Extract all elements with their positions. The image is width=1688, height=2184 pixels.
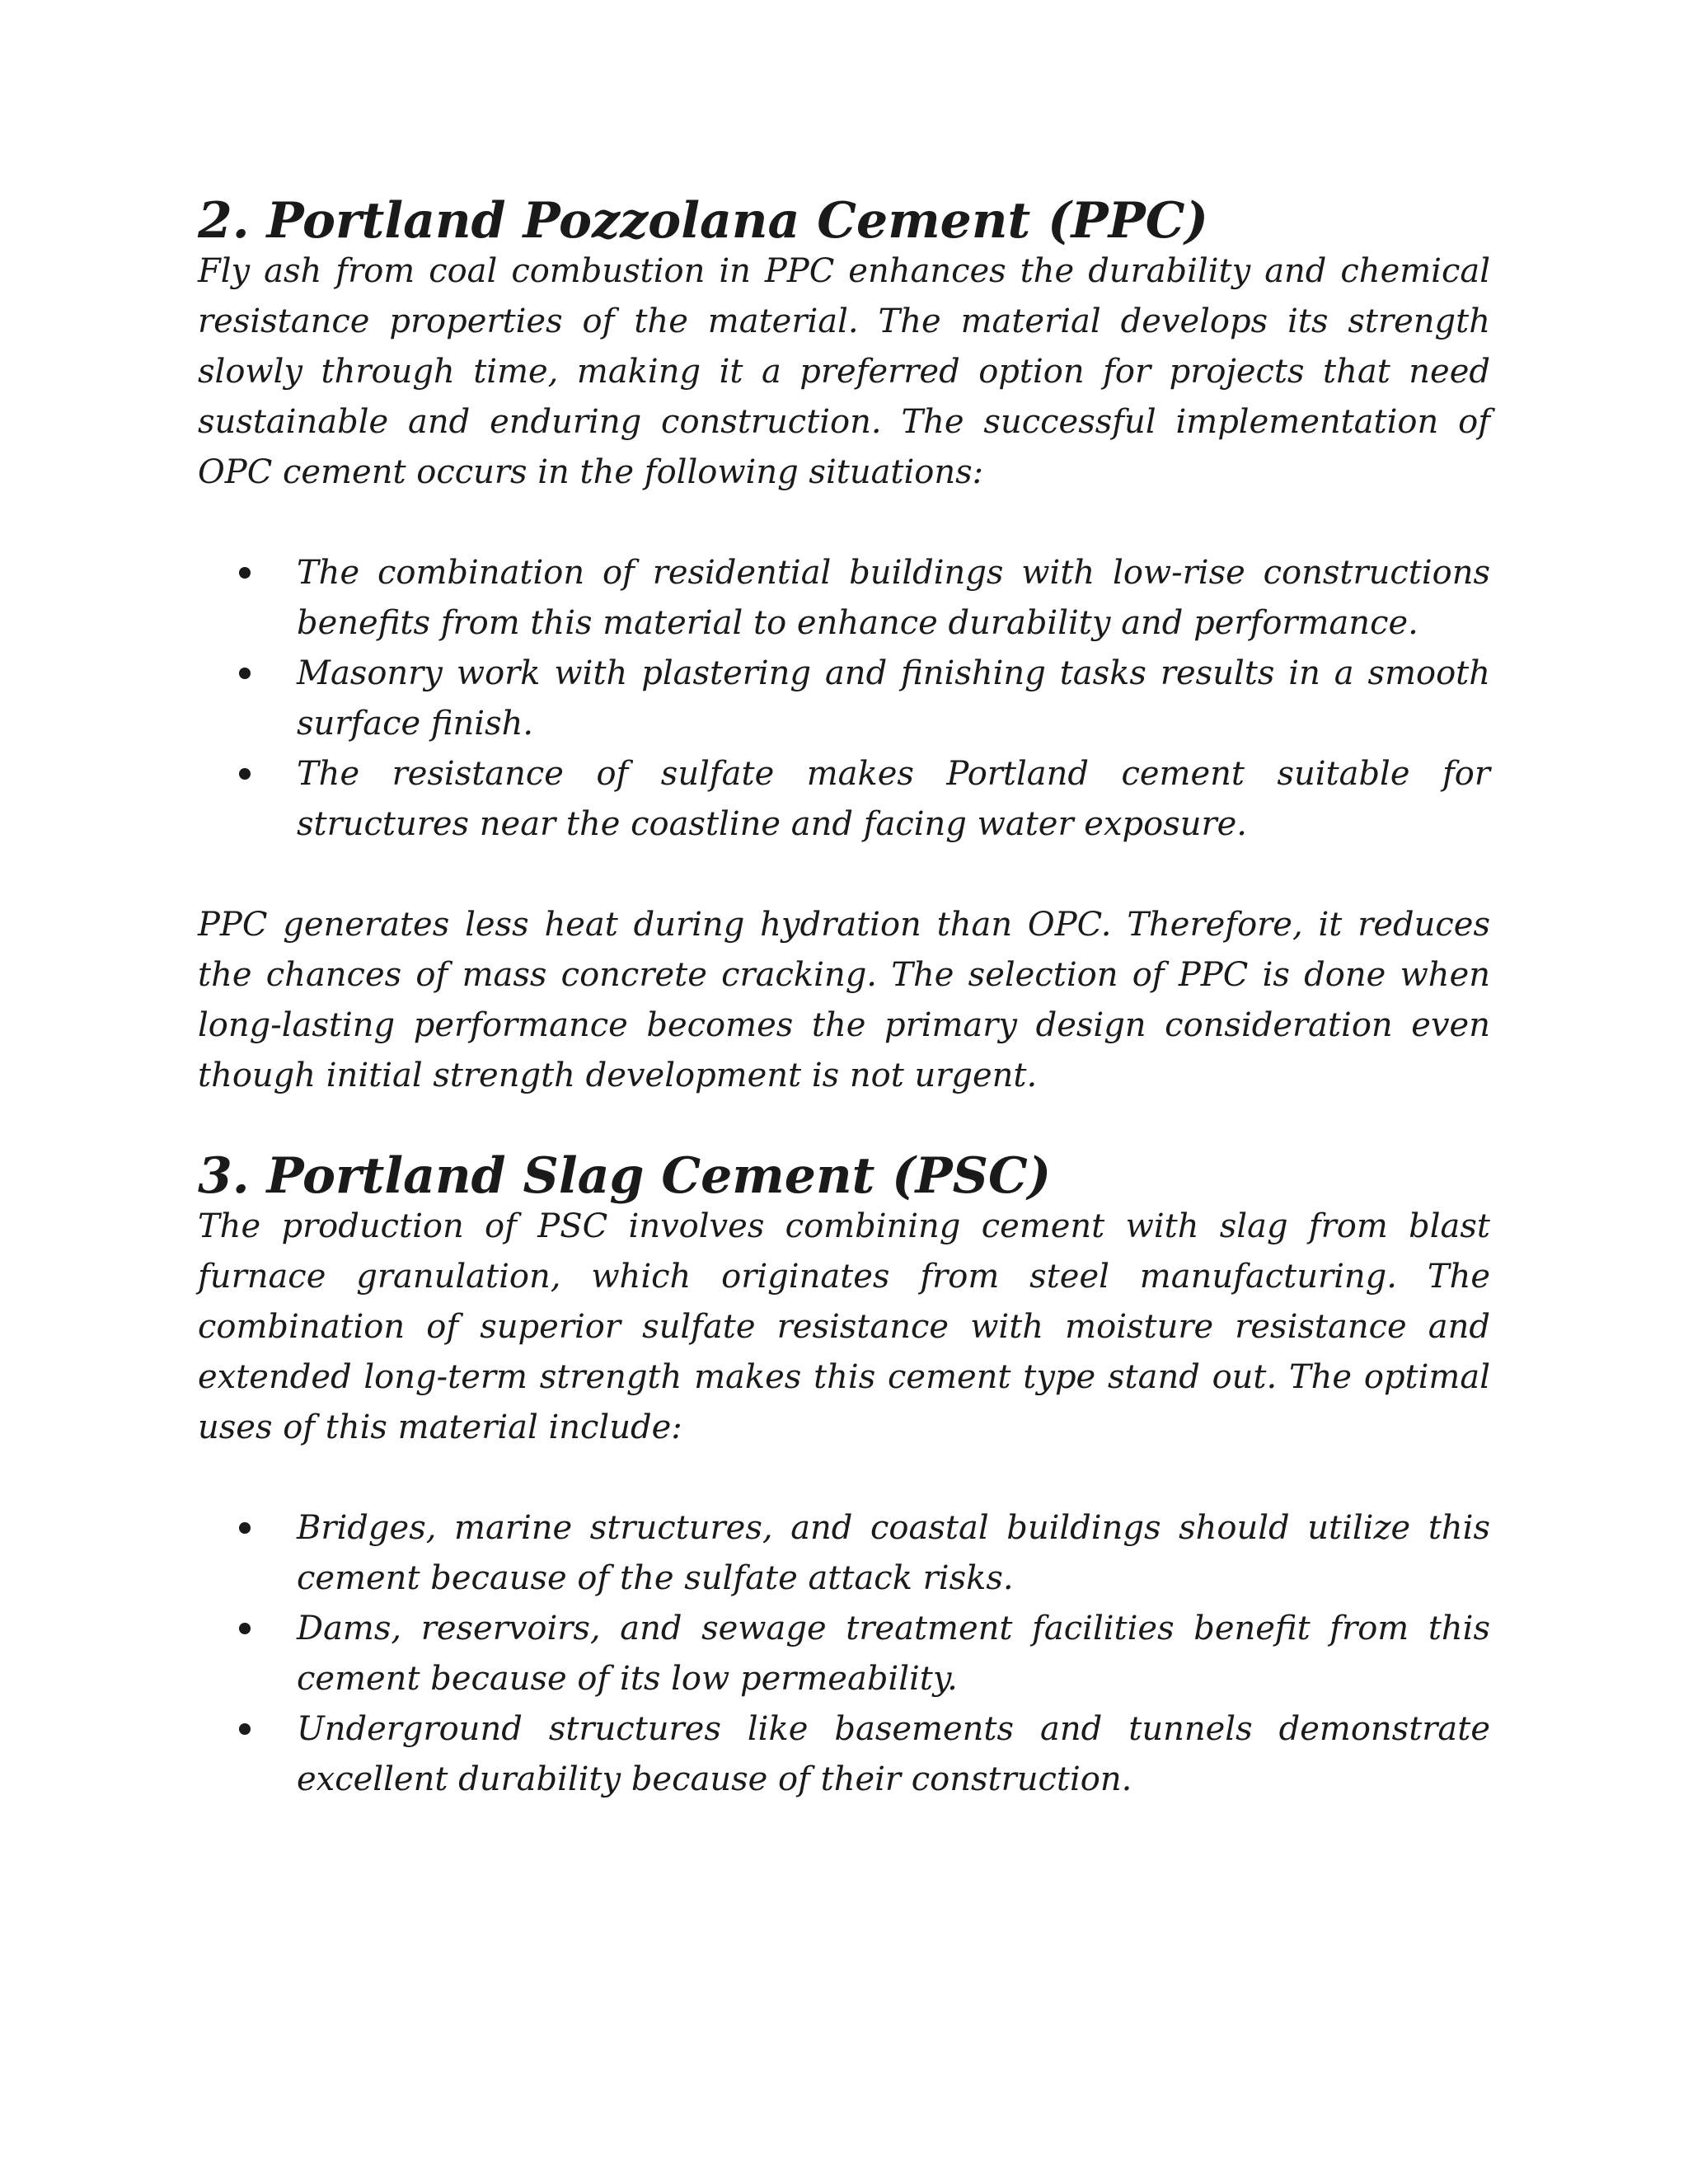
bullet-icon (239, 768, 251, 780)
document-page (198, 192, 1490, 1805)
list-item-text: The combination of residential buildings with low-rise constructions benefits from this material to enhance durability and performance. (297, 554, 1490, 642)
list-item (198, 548, 1490, 649)
bullet-icon (239, 1723, 251, 1735)
list-item-text: Dams, reservoirs, and sewage treatment facilities benefit from this cement because of its low permeability. (297, 1610, 1490, 1698)
bullet-list-psc (198, 1503, 1490, 1805)
section-intro-ppc: Fly ash from coal combustion in PPC enhances the durability and chemical resistance properties of the material. The material develops its strength slowly through time, making it a preferred option for projects that need sustainable and enduring construction. The successful implementation of OPC cement occurs in the following situations: (198, 252, 1490, 491)
spacer (198, 498, 1490, 548)
section-heading-psc: 3. Portland Slag Cement (PSC) (198, 1147, 1052, 1205)
section-heading-ppc: 2. Portland Pozzolana Cement (PPC) (198, 192, 1208, 250)
list-item-text: Bridges, marine structures, and coastal buildings should utilize this cement because of the sulfate attack risks. (297, 1509, 1490, 1597)
bullet-icon (239, 668, 251, 679)
list-item-text: Masonry work with plastering and finishing tasks results in a smooth surface finish. (297, 654, 1490, 743)
list-item-text: The resistance of sulfate makes Portland cement suitable for structures near the coastline and facing water exposure. (297, 755, 1490, 843)
section-intro-psc: The production of PSC involves combining cement with slag from blast furnace granulation, which originates from steel manufacturing. The combination of superior sulfate resistance with moisture resistance and extended long-term strength makes this cement type stand out. The optimal uses of this material include: (198, 1207, 1490, 1446)
list-item (198, 1503, 1490, 1604)
section-outro-ppc: PPC generates less heat during hydration than OPC. Therefore, it reduces the chances of mass concrete cracking. The selection of PPC is done when long-lasting performance becomes the primary design consideration even though initial strength development is not urgent. (198, 906, 1490, 1094)
spacer (198, 1453, 1490, 1503)
list-item-text: Underground structures like basements and tunnels demonstrate excellent durability because of their construction. (297, 1710, 1490, 1798)
list-item (198, 1704, 1490, 1805)
spacer (198, 850, 1490, 900)
list-item (198, 649, 1490, 749)
list-item (198, 749, 1490, 850)
spacer (198, 1101, 1490, 1151)
bullet-list-ppc (198, 548, 1490, 850)
bullet-icon (239, 1522, 251, 1534)
bullet-icon (239, 1623, 251, 1634)
list-item (198, 1604, 1490, 1704)
bullet-icon (239, 567, 251, 579)
